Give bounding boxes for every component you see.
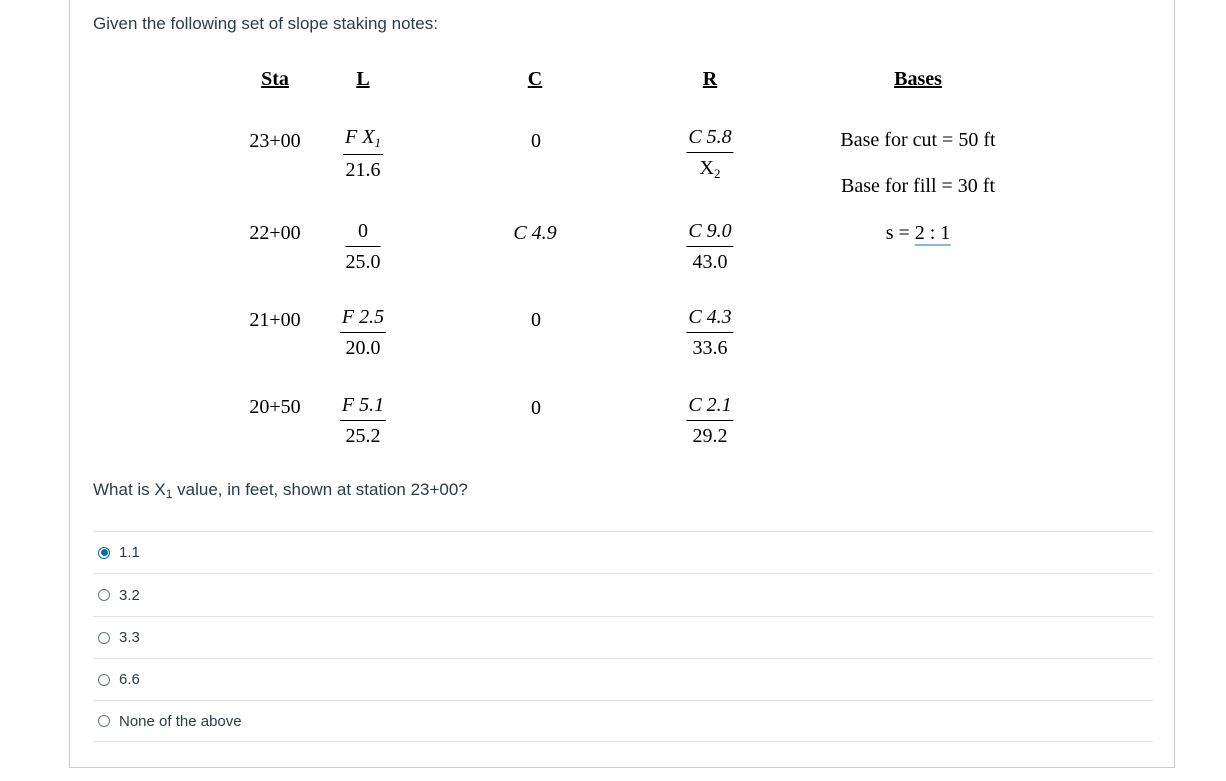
- answer-option-1[interactable]: [93, 531, 1153, 573]
- right-entry-22-00: [686, 220, 733, 274]
- answer-label: 3.3: [119, 629, 140, 646]
- question-suffix: value, in feet, shown at station 23+00?: [172, 480, 468, 499]
- left-entry-22-00: [346, 220, 381, 274]
- left-distance-23-00: 21.6: [345, 159, 381, 181]
- answer-option-5[interactable]: [93, 700, 1153, 742]
- right-distance-20-50: 29.2: [692, 425, 728, 447]
- left-cut-fill-22-00: 0: [346, 220, 381, 247]
- x1-subscript: 1: [374, 135, 381, 150]
- left-cut-fill-20-50: F 5.1: [340, 394, 386, 421]
- base-for-fill: Base for fill = 30 ft: [840, 175, 996, 197]
- right-distance-21-00: 33.6: [692, 337, 728, 359]
- station-22-00: 22+00: [249, 222, 301, 244]
- side-slope: [886, 222, 951, 245]
- answer-list: [93, 531, 1153, 742]
- question-prefix: What is X: [93, 480, 166, 499]
- radio-selected-icon[interactable]: [98, 547, 110, 559]
- left-entry-23-00: [343, 126, 383, 182]
- header-sta: Sta: [261, 68, 289, 90]
- answer-option-2[interactable]: [93, 573, 1153, 616]
- left-entry-21-00: [340, 306, 386, 360]
- left-prefix: F X: [345, 126, 375, 148]
- center-21-00: 0: [531, 309, 541, 331]
- right-cut-fill-22-00: C 9.0: [686, 220, 733, 247]
- slope-ratio: 2 : 1: [914, 222, 951, 244]
- right-entry-23-00: [686, 126, 733, 182]
- question-subscript: 1: [165, 487, 173, 501]
- left-cut-fill-23-00: [343, 126, 383, 155]
- header-r: R: [702, 68, 718, 90]
- header-l: L: [356, 68, 370, 90]
- center-22-00: C 4.9: [513, 222, 557, 244]
- left-distance-22-00: 25.0: [345, 251, 381, 273]
- header-c: C: [527, 68, 543, 90]
- left-cut-fill-21-00: F 2.5: [340, 306, 386, 333]
- intro-text: Given the following set of slope staking notes:: [93, 14, 438, 33]
- left-distance-21-00: 20.0: [345, 337, 381, 359]
- x2-subscript: 2: [713, 166, 721, 181]
- left-entry-20-50: [340, 394, 386, 448]
- header-bases: Bases: [894, 68, 942, 90]
- answer-label: 3.2: [119, 586, 140, 604]
- center-23-00: 0: [531, 130, 541, 152]
- answer-label: None of the above: [119, 712, 242, 730]
- left-distance-20-50: 25.2: [345, 425, 381, 447]
- right-distance-22-00: 43.0: [692, 251, 728, 273]
- station-21-00: 21+00: [249, 309, 301, 331]
- x2-base: X: [699, 157, 714, 179]
- radio-icon[interactable]: [98, 674, 110, 686]
- right-cut-fill-21-00: C 4.3: [686, 306, 733, 333]
- right-entry-21-00: [686, 306, 733, 360]
- right-distance-23-00: [686, 153, 733, 182]
- station-23-00: 23+00: [249, 130, 301, 152]
- question-text: [93, 480, 468, 501]
- station-20-50: 20+50: [249, 396, 301, 418]
- center-20-50: 0: [531, 397, 541, 419]
- right-cut-fill-23-00: C 5.8: [686, 126, 733, 153]
- radio-icon[interactable]: [98, 715, 110, 727]
- answer-option-3[interactable]: [93, 616, 1153, 658]
- base-for-cut: Base for cut = 50 ft: [840, 129, 996, 151]
- answer-option-4[interactable]: [93, 658, 1153, 700]
- radio-icon[interactable]: [98, 632, 110, 644]
- radio-icon[interactable]: [98, 589, 110, 601]
- right-cut-fill-20-50: C 2.1: [686, 394, 733, 421]
- slope-prefix: s =: [885, 222, 915, 244]
- answer-label: 1.1: [119, 544, 140, 561]
- answer-label: 6.6: [119, 671, 140, 688]
- right-entry-20-50: [686, 394, 733, 448]
